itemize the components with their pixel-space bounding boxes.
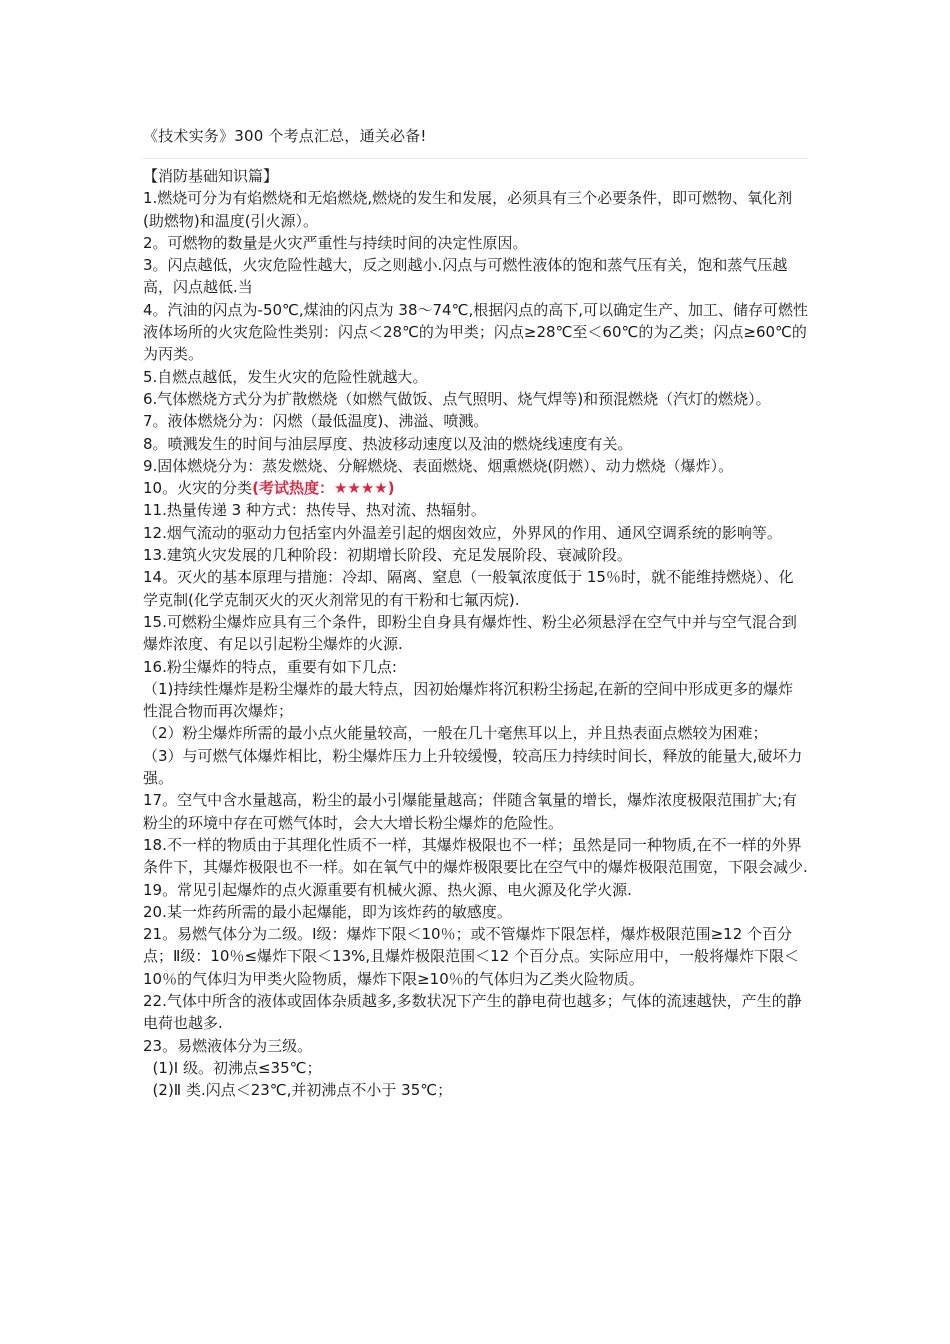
- title-divider: [143, 158, 808, 159]
- paragraph-2: 2。可燃物的数量是火灾严重性与持续时间的决定性原因。: [143, 233, 528, 252]
- paragraph-1: 1.燃烧可分为有焰燃烧和无焰燃烧,燃烧的发生和发展，必须具有三个必要条件，即可燃物、氧化剂(助燃物)和温度(引火源）。: [143, 189, 793, 230]
- paragraph-16: 16.粉尘爆炸的特点，重要有如下几点:: [143, 657, 397, 676]
- paragraph-7: 7。液体燃烧分为：闪燃（最低温度)、沸溢、喷溅。: [143, 412, 489, 431]
- paragraph-6: 6.气体燃烧方式分为扩散燃烧（如燃气做饭、点气照明、烧气焊等)和预混燃烧（汽灯的燃烧）。: [143, 389, 771, 408]
- paragraph-16-1: （1)持续性爆炸是粉尘爆炸的最大特点，因初始爆炸将沉积粉尘扬起,在新的空间中形成更多的爆炸性混合物而再次爆炸；: [143, 679, 794, 721]
- paragraph-17: 17。空气中含水量越高，粉尘的最小引爆能量越高；伴随含氧量的增长，爆炸浓度极限范围扩大;有粉尘的环境中存在可燃气体时，会大大增长粉尘爆炸的危险性。: [143, 791, 798, 832]
- paragraph-21: 21。易燃气体分为二级。Ⅰ级：爆炸下限＜10％；或不管爆炸下限怎样，爆炸极限范围≥12 个百分点；Ⅱ级：10％≤爆炸下限＜13%,且爆炸极限范围＜12 个百分点。实际应用中，一般将爆炸下限＜10％的气体归为甲类火险物质，爆炸下限≥10％的气体归为乙类火险物质。: [143, 925, 800, 988]
- paragraph-20: 20.某一炸药所需的最小起爆能，即为该炸药的敏感度。: [143, 902, 512, 921]
- section-header: 【消防基础知识篇】: [143, 167, 279, 185]
- paragraph-19: 19。常见引起爆炸的点火源重要有机械火源、热火源、电火源及化学火源.: [143, 880, 632, 899]
- paragraph-14: 14。灭火的基本原理与措施：冷却、隔离、窒息（一般氧浓度低于 15％时，就不能维持燃烧）、化学克制(化学克制灭火的灭火剂常见的有干粉和七氟丙烷).: [143, 568, 794, 609]
- paragraph-8: 8。喷溅发生的时间与油层厚度、热波移动速度以及油的燃烧线速度有关。: [143, 434, 633, 453]
- paragraph-18: 18.不一样的物质由于其理化性质不一样，其爆炸极限也不一样；虽然是同一种物质,在不一样的外界条件下，其爆炸极限也不一样。如在氧气中的爆炸极限要比在空气中的爆炸极限范围宽，下限会减少.: [143, 835, 808, 877]
- paragraph-13: 13.建筑火灾发展的几种阶段：初期增长阶段、充足发展阶段、衰减阶段。: [143, 546, 632, 565]
- paragraph-23-2: (2)Ⅱ 类.闪点＜23℃,并初沸点不小于 35℃；: [143, 1081, 453, 1100]
- paragraph-15: 15.可燃粉尘爆炸应具有三个条件，即粉尘自身具有爆炸性、粉尘必须悬浮在空气中并与空气混合到爆炸浓度、有足以引起粉尘爆炸的火源.: [143, 612, 797, 654]
- paragraph-16-2: （2）粉尘爆炸所需的最小点火能量较高，一般在几十毫焦耳以上，并且热表面点燃较为困难；: [143, 724, 768, 743]
- paragraph-12: 12.烟气流动的驱动力包括室内外温差引起的烟囱效应，外界风的作用、通风空调系统的影响等。: [143, 523, 782, 542]
- paragraph-4: 4。汽油的闪点为-50℃,煤油的闪点为 38～74℃,根据闪点的高下,可以确定生产、加工、储存可燃性液体场所的火灾危险性类别：闪点＜28℃的为甲类；闪点≥28℃至＜60℃的为乙类；闪点≥60℃的为丙类。: [143, 300, 808, 364]
- exam-heat-badge: (考试热度：★★★★): [252, 479, 395, 498]
- paragraph-3: 3。闪点越低，火灾危险性越大，反之则越小.闪点与可燃性液体的饱和蒸气压有关，饱和蒸气压越高，闪点越低.当: [143, 256, 788, 297]
- paragraph-5: 5.自燃点越低，发生火灾的危险性就越大。: [143, 367, 428, 386]
- paragraph-22: 22.气体中所含的液体或固体杂质越多,多数状况下产生的静电荷也越多；气体的流速越快，产生的静电荷也越多.: [143, 991, 802, 1033]
- paragraph-9: 9.固体燃烧分为：蒸发燃烧、分解燃烧、表面燃烧、烟熏燃烧(阴燃）、动力燃烧（爆炸）。: [143, 456, 734, 475]
- paragraph-23: 23。易燃液体分为三级。: [143, 1036, 313, 1055]
- paragraph-11: 11.热量传递 3 种方式：热传导、热对流、热辐射。: [143, 501, 486, 520]
- paragraph-10: [143, 477, 808, 499]
- paragraph-10-text: 10。火灾的分类: [143, 479, 253, 498]
- document-title: 《技术实务》300 个考点汇总，通关必备!: [143, 127, 427, 145]
- paragraph-16-3: （3）与可燃气体爆炸相比，粉尘爆炸压力上升较缓慢，较高压力持续时间长，释放的能量大,破坏力强。: [143, 746, 803, 788]
- document-page: [143, 122, 808, 1101]
- paragraph-23-1: (1)Ⅰ 级。初沸点≤35℃；: [143, 1058, 322, 1077]
